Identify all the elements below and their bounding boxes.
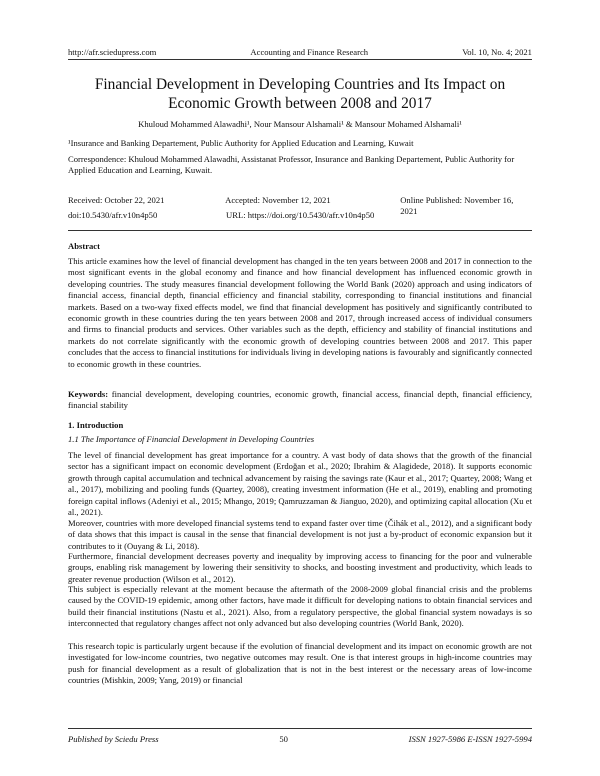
footer-rule [68, 728, 532, 729]
paragraph-3: Furthermore, financial development decreases poverty and inequality by improving access to financing for the poor and vulnerable groups, enabling risk management by lowering their sensitivity to shocks, and boosting investment and productivity, which leads to greater revenue production (Wilson et al., 2012). [68, 551, 532, 584]
affiliation: ¹Insurance and Banking Departement, Public Authority for Applied Education and Learning, Kuwait [68, 138, 414, 148]
section-heading-introduction: 1. Introduction [68, 420, 124, 430]
author-list: Khuloud Mohammed Alawadhi¹, Nour Mansour Alshamali¹ & Mansour Mohamed Alshamali¹ [138, 119, 462, 129]
accepted-date: Accepted: November 12, 2021 [225, 195, 331, 205]
journal-name: Accounting and Finance Research [250, 47, 369, 57]
abstract-text: This article examines how the level of financial development has changed in the ten years between 2008 and 2017 in connection to the most significant events in the global economy and finance and how financial development has influenced economic growth in developing countries. The study measures financial development following the World Bank (2020) approach and using indicators of financial access, financial depth, financial efficiency and financial stability, corresponding to financial institutions and financial markets. Based on a two-way fixed effects model, we find that financial development has positively and significantly contributed to economic growth in these countries during the ten years between 2008 and 2017, through increased access of individual consumers and firms to financial products and services. Other variables such as the depth, efficiency and stability of financial institutions and markets do not correlate significantly with the economic growth of developing countries between 2008 and 2017. This paper concludes that the access to financial institutions for individuals living in developing nations is favourably and significantly connected to economic growth in these countries. [68, 256, 532, 369]
paper-title: Financial Development in Developing Countries and Its Impact on Economic Growth between 2008 and 2017 [94, 76, 506, 112]
page-footer [68, 734, 532, 748]
paragraph-1: The level of financial development has great importance for a country. A vast body of data shows that the growth of the financial sector has a significant impact on economic development (Erdoğan et al., 2020; Ibrahim & Alagidede, 2018). It supports economic growth through capital accumulation and technical advancement by raising the savings rate (Kaur et al., 2017; Quartey, 2008; Wang et al., 2017), mobilizing and pooling funds (Quartey, 2008), creating investment information (He et al., 2019), enabling and promoting foreign capital inflows (Adeniyi et al., 2015; Mhango, 2019; Qamruzzaman & Jianguo, 2020), and optimizing capital allocation (Xu et al., 2021). [68, 450, 532, 518]
journal-url[interactable]: http://afr.sciedupress.com [68, 47, 157, 57]
received-date: Received: October 22, 2021 [68, 195, 165, 205]
running-header [68, 43, 532, 57]
publisher: Published by Sciedu Press [68, 734, 159, 744]
abstract-heading: Abstract [68, 241, 100, 251]
doi-url[interactable]: URL: https://doi.org/10.5430/afr.v10n4p50 [226, 210, 375, 220]
volume-info: Vol. 10, No. 4; 2021 [462, 47, 532, 57]
keywords-label: Keywords: [68, 389, 109, 399]
header-rule [68, 59, 532, 60]
page-number: 50 [279, 734, 288, 744]
meta-rule [68, 230, 532, 231]
subsection-heading: 1.1 The Importance of Financial Development in Developing Countries [68, 434, 315, 444]
paragraph-2: Moreover, countries with more developed financial systems tend to expand faster over time (Čihák et al., 2012), and a significant body of data shows that this impact is causal in the sense that financial development is not just a by-product of economic expansion but it contributes to it (Ouyang & Li, 2018). [68, 518, 532, 551]
doi-row [68, 210, 532, 221]
doi[interactable]: doi:10.5430/afr.v10n4p50 [68, 210, 158, 220]
paragraph-5: This research topic is particularly urgent because if the evolution of financial development and its impact on economic growth are not investigated for low-income countries, two negative outcomes may result. One is that interest groups in high-income countries may push for financial development as a result of globalization that is not in the best interest or the necessary areas of low-income countries (Mishkin, 2009; Yang, 2019) or financial [68, 641, 532, 686]
published-date: Online Published: November 16, 2021 [400, 195, 514, 217]
keywords [68, 389, 532, 412]
keywords-text: financial development, developing countries, economic growth, financial access, financial depth, financial efficiency, financial stability [68, 389, 532, 411]
paragraph-4: This subject is especially relevant at the moment because the aftermath of the 2008-2009 global financial crisis and the problems caused by the COVID-19 epidemic, among other factors, have made it difficult for developing nations to obtain financial services and build their financial institutions (Nastu et al., 2021). Also, from a regulatory perspective, the global financial system nowadays is so interconnected that regulatory changes affect not only advanced but also developing countries (World Bank, 2020). [68, 584, 532, 629]
correspondence: Correspondence: Khuloud Mohammed Alawadhi, Assistanat Professor, Insurance and Banking Departement, Public Authority for Applied Education and Learning, Kuwait. [68, 154, 515, 176]
issn: ISSN 1927-5986 E-ISSN 1927-5994 [408, 734, 532, 744]
